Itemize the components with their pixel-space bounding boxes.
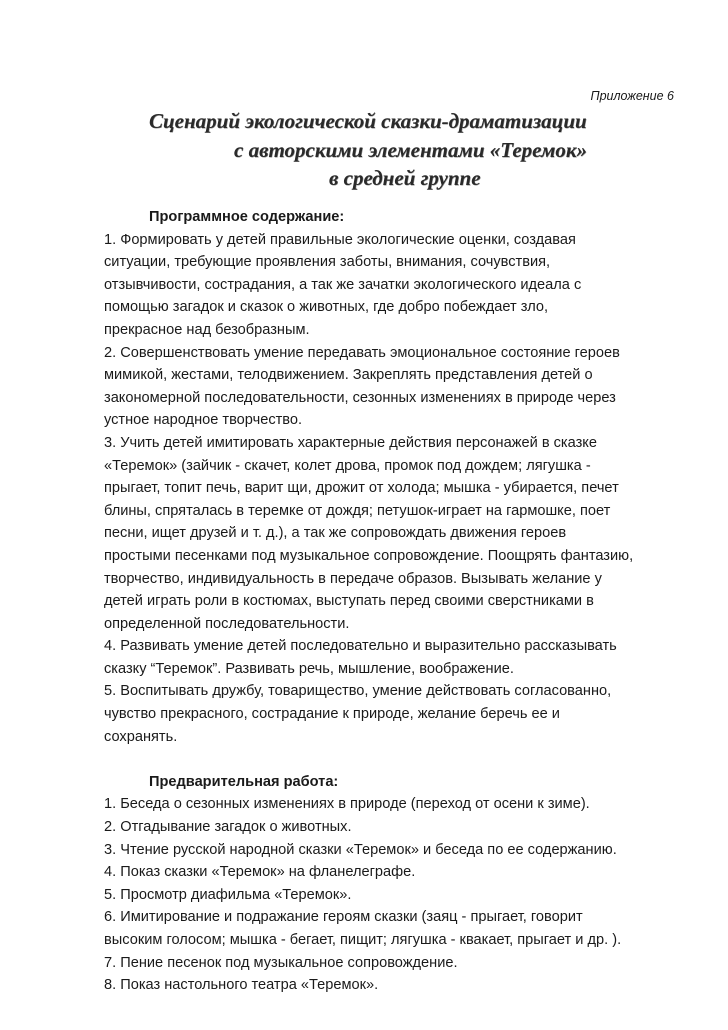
title-line-3: в средней группе: [329, 166, 481, 190]
program-text-line: чувство прекрасного, сострадание к природе, желание беречь ее и: [104, 706, 560, 723]
prep-text: [104, 793, 694, 996]
prep-text-line: 8. Показ настольного театра «Теремок».: [104, 977, 379, 994]
prep-text-line: 6. Имитирование и подражание героям сказки (заяц - прыгает, говорит: [104, 909, 583, 926]
prep-text-line: 5. Просмотр диафильма «Теремок».: [104, 886, 352, 903]
prep-text-line: 7. Пение песенок под музыкальное сопровождение.: [104, 954, 458, 971]
program-text-line: помощью загадок и сказок о животных, где добро побеждает зло,: [104, 299, 549, 316]
program-text-line: отзывчивости, сострадания, а так же зачатки экологического идеала с: [104, 276, 582, 293]
program-text-line: песни, ищет друзей и т. д.), а так же сопровождать движения героев: [104, 525, 567, 542]
program-text-line: 1. Формировать у детей правильные экологические оценки, создавая: [104, 231, 576, 248]
program-text: [104, 229, 694, 749]
program-text-line: закономерной последовательности, сезонных изменениях в природе через: [104, 389, 616, 406]
program-text-line: блины, спряталась в теремке от дождя; петушок-играет на гармошке, поет: [104, 502, 611, 519]
prep-text-line: 4. Показ сказки «Теремок» на фланелеграфе.: [104, 864, 416, 881]
section-gap: [104, 748, 694, 771]
program-text-line: сохранять.: [104, 728, 178, 745]
program-text-line: 3. Учить детей имитировать характерные действия персонажей в сказке: [104, 434, 597, 451]
program-text-line: ситуации, требующие проявления заботы, внимания, сочувствия,: [104, 254, 551, 271]
program-text-line: творчество, индивидуальность в передаче образов. Вызывать желание у: [104, 570, 602, 587]
program-text-line: определенной последовательности.: [104, 615, 350, 632]
program-text-line: детей играть роли в костюмах, выступать перед своими сверстниками в: [104, 593, 594, 610]
prep-text-line: 1. Беседа о сезонных изменениях в природе (переход от осени к зиме).: [104, 796, 590, 813]
document-body: [104, 206, 694, 997]
prep-text-line: 2. Отгадывание загадок о животных.: [104, 819, 352, 836]
program-text-line: прыгает, топит печь, варит щи, дрожит от холода; мышка - убирается, печет: [104, 480, 619, 497]
program-text-line: прекрасное над безобразным.: [104, 321, 310, 338]
program-text-line: мимикой, жестами, телодвижением. Закреплять представления детей о: [104, 367, 593, 384]
program-text-line: 4. Развивать умение детей последовательно и выразительно рассказывать: [104, 638, 617, 655]
program-text-line: устное народное творчество.: [104, 412, 303, 429]
appendix-label: Приложение 6: [590, 89, 674, 103]
prep-text-line: 3. Чтение русской народной сказки «Теремок» и беседа по ее содержанию.: [104, 841, 617, 858]
program-text-line: сказку “Теремок”. Развивать речь, мышление, воображение.: [104, 660, 514, 677]
program-text-line: простыми песенками под музыкальное сопровождение. Поощрять фантазию,: [104, 547, 634, 564]
program-text-line: «Теремок» (зайчик - скачет, колет дрова, промок под дождем; лягушка -: [104, 457, 591, 474]
prep-text-line: высоким голосом; мышка - бегает, пищит; лягушка - квакает, прыгает и др. ).: [104, 932, 622, 948]
program-text-line: 2. Совершенствовать умение передавать эмоциональное состояние героев: [104, 344, 620, 361]
prep-heading: Предварительная работа:: [149, 773, 339, 790]
program-heading: Программное содержание:: [149, 209, 345, 225]
title-line-1: Сценарий экологической сказки-драматизации: [149, 109, 587, 133]
title-line-2: с авторскими элементами «Теремок»: [234, 138, 587, 162]
program-text-line: 5. Воспитывать дружбу, товарищество, умение действовать согласованно,: [104, 683, 612, 700]
